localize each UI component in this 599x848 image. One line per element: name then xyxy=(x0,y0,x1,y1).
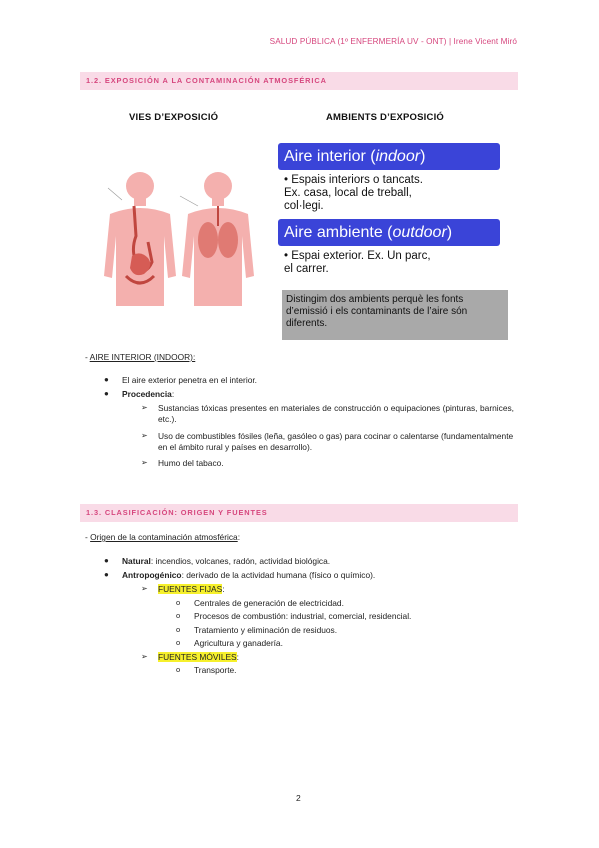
list-item: Antropogénico: derivado de la actividad humana (físico o químico). xyxy=(122,570,376,580)
section-heading-bar xyxy=(80,72,518,90)
outdoor-label-box: Aire ambiente (outdoor) xyxy=(278,219,500,246)
distinction-note: Distingim dos ambients perquè les fonts d’emissió i els contaminants de l’aire són diferents. xyxy=(282,290,508,340)
circle-bullet-icon: o xyxy=(176,611,181,620)
bullet-icon: ● xyxy=(104,556,109,565)
bullet-icon: ● xyxy=(104,375,109,384)
back-body-figure xyxy=(182,172,254,306)
list-item: Procesos de combustión: industrial, comercial, residencial. xyxy=(194,611,412,621)
arrow-bullet-icon: ➢ xyxy=(141,652,148,661)
vies-title: VIES D’EXPOSICIÓ xyxy=(129,112,219,123)
exposure-figure xyxy=(84,104,514,344)
circle-bullet-icon: o xyxy=(176,598,181,607)
list-item: Humo del tabaco. xyxy=(158,458,224,468)
circle-bullet-icon: o xyxy=(176,625,181,634)
arrow-bullet-icon: ➢ xyxy=(141,458,148,467)
circle-bullet-icon: o xyxy=(176,638,181,647)
list-item: Agricultura y ganadería. xyxy=(194,638,283,648)
bullet-icon: ● xyxy=(104,570,109,579)
arrow-bullet-icon: ➢ xyxy=(141,431,148,440)
section-title: 1.3. CLASIFICACIÓN: ORIGEN Y FUENTES xyxy=(86,508,268,517)
list-item: Tratamiento y eliminación de residuos. xyxy=(194,625,338,635)
page-header: SALUD PÚBLICA (1º ENFERMERÍA UV - ONT) | Irene Vicent Miró xyxy=(269,37,517,46)
front-body-figure xyxy=(104,172,176,306)
origen-heading: - Origen de la contaminación atmosférica: xyxy=(85,532,241,542)
arrow-bullet-icon: ➢ xyxy=(141,584,148,593)
indoor-description: • Espais interiors o tancats. Ex. casa, local de treball, col·legi. xyxy=(284,174,423,212)
section-heading-bar xyxy=(80,504,518,522)
section-title: 1.2. EXPOSICIÓN A LA CONTAMINACIÓN ATMOSFÉRICA xyxy=(86,76,327,85)
list-item: FUENTES FIJAS: xyxy=(158,584,225,594)
list-item: El aire exterior penetra en el interior. xyxy=(122,375,258,385)
outdoor-description: • Espai exterior. Ex. Un parc, el carrer. xyxy=(284,250,431,275)
human-body-illustration xyxy=(88,166,268,346)
list-item: Sustancias tóxicas presentes en materiales de construcción o equipaciones (pinturas, barnices, etc.). xyxy=(158,403,514,424)
indoor-label-box: Aire interior (indoor) xyxy=(278,143,500,170)
list-item: Transporte. xyxy=(194,665,237,675)
ambients-title: AMBIENTS D’EXPOSICIÓ xyxy=(326,112,445,123)
arrow-bullet-icon: ➢ xyxy=(141,403,148,412)
page-number: 2 xyxy=(296,793,301,803)
list-item: Uso de combustibles fósiles (leña, gasóleo o gas) para cocinar o calentarse (fundamentalmente en el ámbito rural y países en desarrollo). xyxy=(158,431,514,452)
bullet-icon: ● xyxy=(104,389,109,398)
list-item: Procedencia: xyxy=(122,389,175,399)
list-item: Natural: incendios, volcanes, radón, actividad biológica. xyxy=(122,556,331,566)
circle-bullet-icon: o xyxy=(176,665,181,674)
list-item: Centrales de generación de electricidad. xyxy=(194,598,344,608)
aire-interior-heading: - AIRE INTERIOR (INDOOR): xyxy=(85,352,196,362)
list-item: FUENTES MÓVILES: xyxy=(158,652,239,662)
